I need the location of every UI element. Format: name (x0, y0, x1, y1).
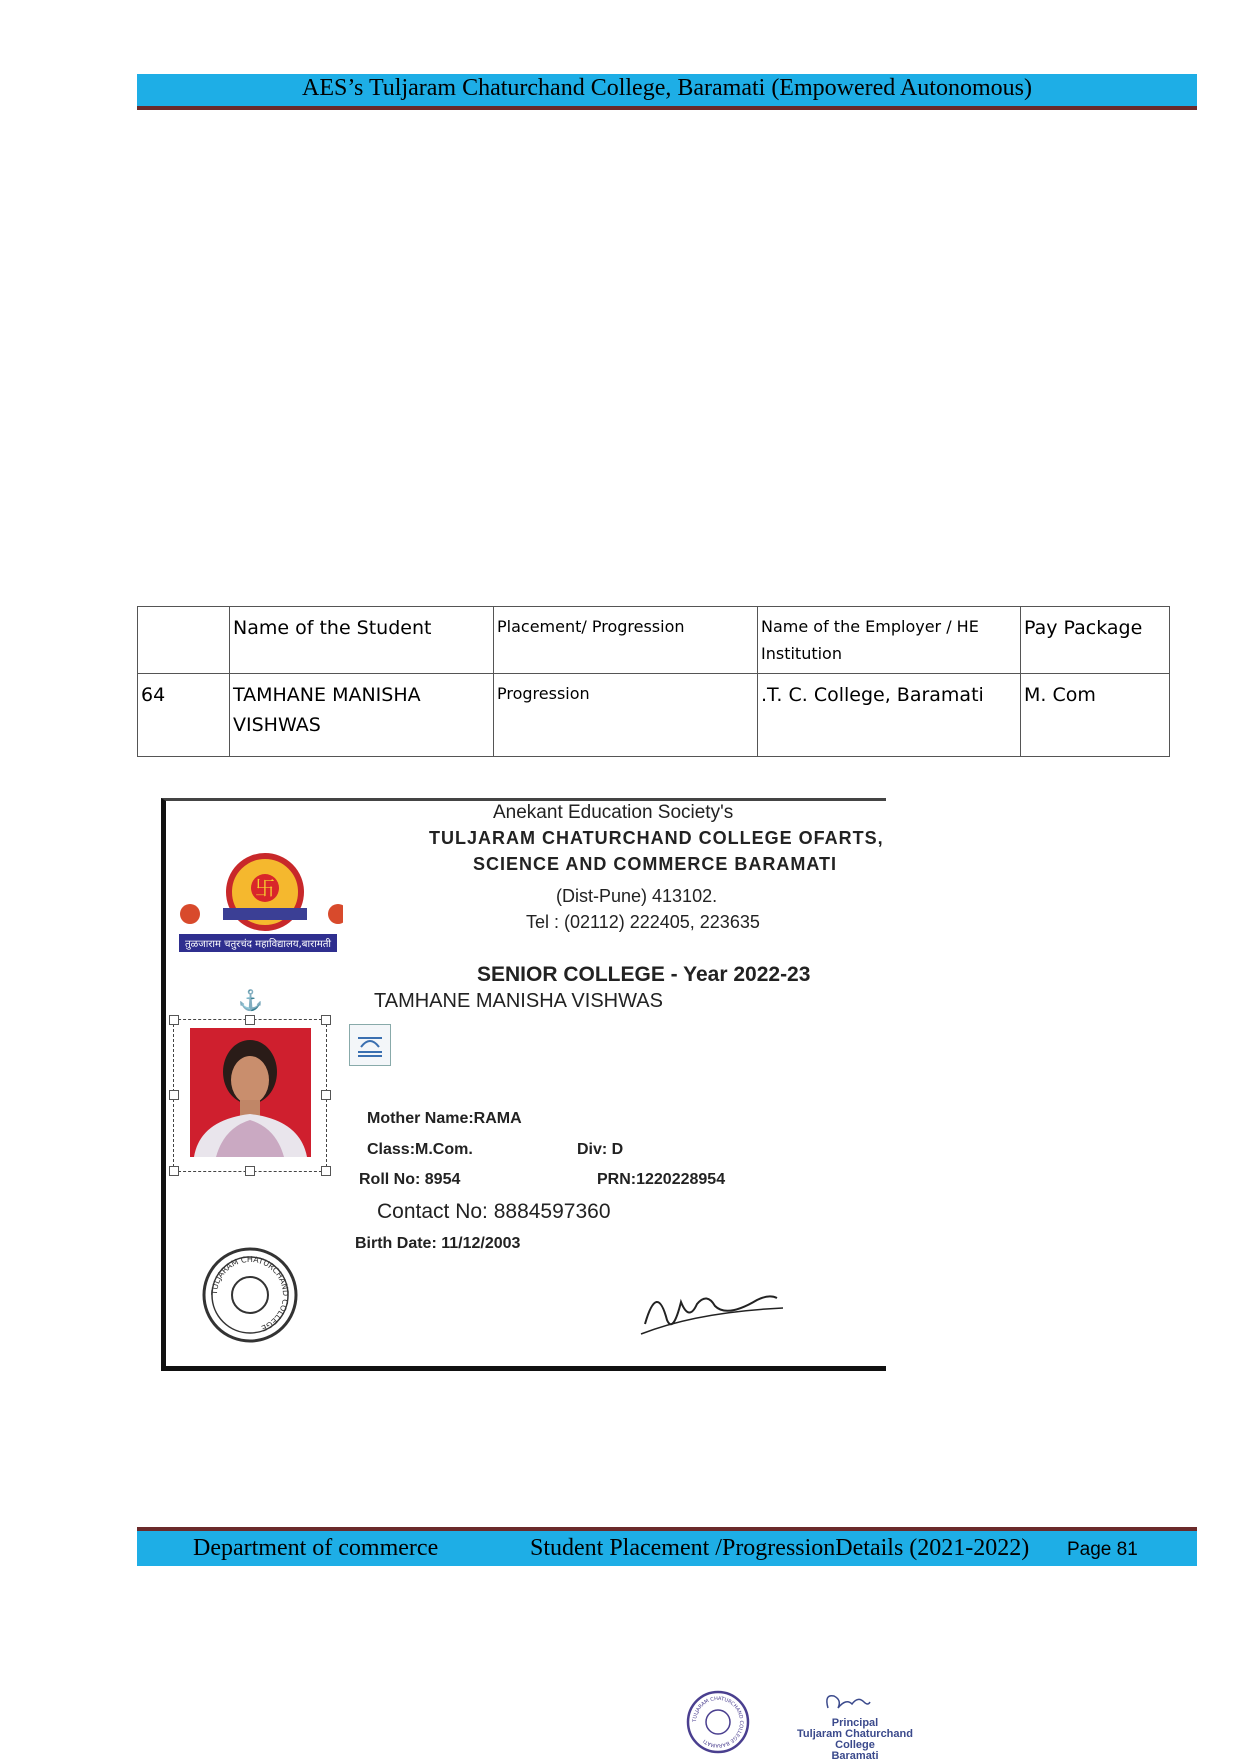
college-logo (173, 852, 343, 962)
principal-signature (822, 1690, 872, 1716)
header-title: AES’s Tuljaram Chaturchand College, Baramati (Empowered Autonomous) (302, 75, 1032, 101)
logo-text: तुळजाराम चतुरचंद महाविद्यालय,बारामती (184, 939, 332, 950)
card-society: Anekant Education Society's (493, 802, 734, 823)
resize-handle[interactable] (245, 1015, 255, 1025)
layout-options-button[interactable] (349, 1024, 391, 1066)
svg-text:TULJARAM CHATURCHAND COLLEGE B (692, 1696, 744, 1748)
header-cell-package: Pay Package (1021, 607, 1170, 674)
resize-handle[interactable] (245, 1166, 255, 1176)
signature (637, 1272, 787, 1342)
card-prn: PRN:1220228954 (597, 1171, 726, 1188)
principal-college: Tuljaram Chaturchand College (797, 1728, 913, 1751)
card-college-line2: SCIENCE AND COMMERCE BARAMATI (473, 854, 837, 874)
resize-handle[interactable] (169, 1015, 179, 1025)
resize-handle[interactable] (321, 1166, 331, 1176)
card-division: Div: D (577, 1141, 624, 1158)
student-photo (190, 1028, 311, 1157)
header-cell-type: Placement/ Progression (494, 607, 758, 674)
resize-handle[interactable] (321, 1090, 331, 1100)
card-college-line1: TULJARAM CHATURCHAND COLLEGE OFARTS, (429, 828, 884, 848)
anchor-icon[interactable]: ⚓ (238, 990, 263, 1012)
card-year: SENIOR COLLEGE - Year 2022-23 (477, 963, 811, 986)
card-district: (Dist-Pune) 413102. (556, 886, 718, 906)
college-seal-stamp (199, 1244, 301, 1346)
cell-employer: .T. C. College, Baramati (758, 674, 1021, 757)
header-cell-employer: Name of the Employer / HE Institution (758, 607, 1021, 674)
svg-text:卐: 卐 (255, 876, 275, 900)
table-row (138, 674, 1170, 757)
card-contact: Contact No: 8884597360 (377, 1200, 611, 1223)
seal-text: TULJARAM CHATURCHAND COLLEGE (209, 1254, 291, 1333)
card-telephone: Tel : (02112) 222405, 223635 (526, 912, 760, 932)
page-number: Page 81 (1067, 1539, 1138, 1560)
card-student-name: TAMHANE MANISHA VISHWAS (374, 990, 663, 1012)
resize-handle[interactable] (169, 1166, 179, 1176)
resize-handle[interactable] (169, 1090, 179, 1100)
principal-seal-text: TULJARAM CHATURCHAND COLLEGE BARAMATI (691, 1695, 745, 1749)
card-birth-date: Birth Date: 11/12/2003 (355, 1235, 521, 1252)
layout-options-icon (350, 1025, 390, 1065)
id-card-image (137, 792, 910, 1382)
header-cell-sr (138, 607, 230, 674)
placement-table (137, 606, 1170, 757)
principal-city: Baramati (831, 1750, 879, 1762)
cell-package: M. Com (1021, 674, 1170, 757)
footer-title: Student Placement /ProgressionDetails (2021-2022) (530, 1535, 1030, 1561)
card-roll-number: Roll No: 8954 (359, 1171, 461, 1188)
principal-seal-stamp (686, 1690, 750, 1754)
header-cell-name: Name of the Student (230, 607, 494, 674)
page-header (137, 74, 1197, 110)
page-footer (137, 1527, 1197, 1566)
cell-sr: 64 (138, 674, 230, 757)
card-class: Class:M.Com. (367, 1141, 473, 1158)
cell-type: Progression (494, 674, 758, 757)
footer-department: Department of commerce (193, 1535, 439, 1561)
card-mother-name: Mother Name:RAMA (367, 1110, 522, 1127)
principal-title: Principal (831, 1717, 879, 1729)
resize-handle[interactable] (321, 1015, 331, 1025)
cell-student-name: TAMHANE MANISHA VISHWAS (230, 674, 494, 757)
principal-block (790, 1718, 920, 1762)
table-header-row (138, 607, 1170, 674)
